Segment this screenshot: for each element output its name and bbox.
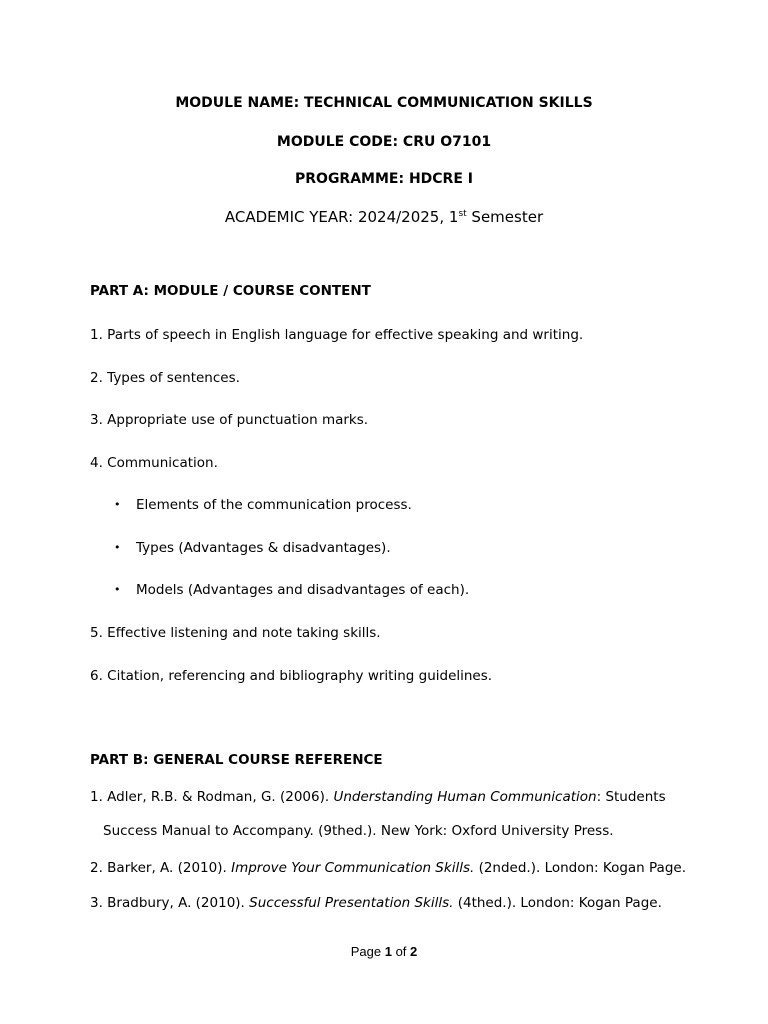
reference-item	[90, 895, 662, 911]
reference-title: Successful Presentation Skills.	[249, 895, 454, 911]
module-name: MODULE NAME: TECHNICAL COMMUNICATION SKILLS	[175, 95, 593, 111]
programme: PROGRAMME: HDCRE I	[295, 171, 473, 187]
academic-year	[0, 208, 768, 226]
bullet-item: Types (Advantages & disadvantages).	[136, 540, 391, 556]
reference-item	[90, 860, 686, 876]
reference-continuation: Success Manual to Accompany. (9thed.). New York: Oxford University Press.	[103, 823, 614, 839]
list-item: 2. Types of sentences.	[90, 370, 240, 386]
reference-text: 1. Adler, R.B. & Rodman, G. (2006).	[90, 789, 334, 805]
academic-year-sup: st	[458, 209, 467, 219]
reference-text: 3. Bradbury, A. (2010).	[90, 895, 250, 911]
academic-year-suffix: Semester	[466, 208, 544, 226]
reference-text: : Students	[596, 789, 666, 805]
part-b-title: PART B: GENERAL COURSE REFERENCE	[90, 752, 383, 768]
page-word: Page	[350, 944, 385, 959]
reference-text: (4thed.). London: Kogan Page.	[453, 895, 662, 911]
page-number	[0, 944, 768, 959]
reference-text: (2nded.). London: Kogan Page.	[474, 860, 686, 876]
reference-title: Understanding Human Communication	[333, 789, 597, 805]
bullet-item: Elements of the communication process.	[136, 497, 412, 513]
bullet-marker: •	[114, 583, 121, 596]
module-code: MODULE CODE: CRU O7101	[276, 134, 492, 150]
bullet-item: Models (Advantages and disadvantages of each).	[136, 582, 470, 598]
reference-title: Improve Your Communication Skills.	[231, 860, 475, 876]
total-pages: 2	[410, 944, 418, 959]
list-item: 6. Citation, referencing and bibliography writing guidelines.	[90, 668, 493, 684]
academic-year-prefix: ACADEMIC YEAR: 2024/2025, 1	[224, 208, 459, 226]
current-page: 1	[384, 944, 392, 959]
list-item: 3. Appropriate use of punctuation marks.	[90, 412, 369, 428]
bullet-marker: •	[114, 498, 121, 511]
list-item: 1. Parts of speech in English language for effective speaking and writing.	[90, 327, 584, 343]
of-word: of	[391, 944, 411, 959]
list-item: 5. Effective listening and note taking skills.	[90, 625, 381, 641]
list-item: 4. Communication.	[90, 455, 218, 471]
bullet-marker: •	[114, 541, 121, 554]
part-a-title: PART A: MODULE / COURSE CONTENT	[90, 283, 371, 299]
reference-item	[90, 789, 666, 805]
reference-text: 2. Barker, A. (2010).	[90, 860, 232, 876]
